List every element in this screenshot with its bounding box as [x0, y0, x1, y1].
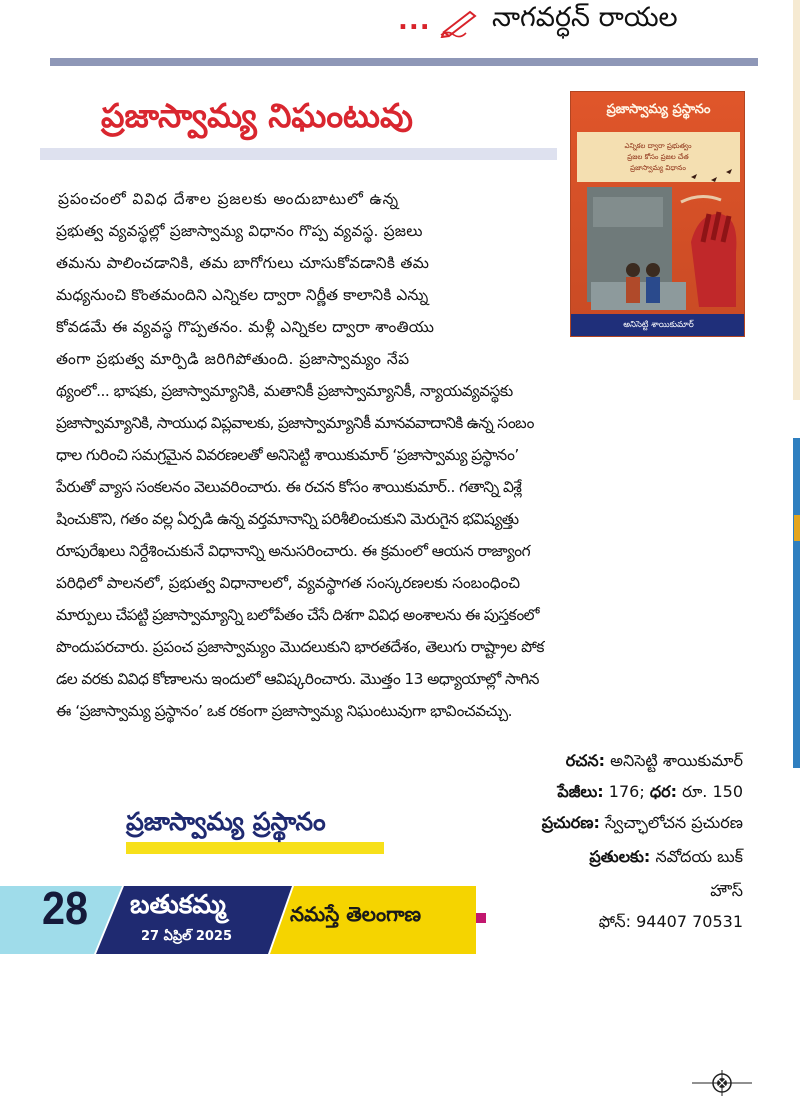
side-gold-marker [794, 515, 800, 541]
svg-text:ప్రజాస్వామ్య విధానం: ప్రజాస్వామ్య విధానం [630, 164, 686, 172]
credit-publisher [542, 813, 743, 836]
body-line-16: డల వరకు వివిధ కోణాలను ఇందులో ఆవిష్కరించారు. మొత్తం 13 అధ్యాయాల్లో సాగిన [56, 670, 539, 688]
credit-pages-label: పేజీలు: [557, 782, 604, 801]
headline-underline [40, 148, 557, 160]
credit-copies [589, 847, 743, 870]
credit-pages-price [557, 782, 743, 805]
body-line-6: తంగా ప్రభుత్వ మార్పిడి జరిగిపోతుంది. ప్రజాస్వామ్యం నేప [56, 350, 410, 368]
credit-copies-value-2: హౌస్ [710, 881, 743, 900]
body-line-11: షించుకొని, గతం వల్ల ఏర్పడి ఉన్న వర్తమానాన్ని పరిశీలించుకుని మెరుగైన భవిష్యత్తు [56, 510, 519, 528]
body-line-5: కోవడమే ఈ వ్యవస్థ గొప్పతనం. మళ్లీ ఎన్నికల ద్వారా శాంతియు [56, 318, 435, 336]
header-rule [50, 58, 758, 66]
svg-text:ప్రజల కోసం ప్రజల చేత: ప్రజల కోసం ప్రజల చేత [627, 153, 689, 161]
author-byline: నాగవర్ధన్ రాయల [492, 2, 678, 33]
newspaper-name: నమస్తే తెలంగాణ [290, 902, 422, 926]
credit-phone-value: 94407 70531 [636, 912, 743, 931]
body-line-8: ప్రజాస్వామ్యానికి, సాయుధ విప్లవాలకు, ప్రజాస్వామ్యానికీ మానవవాదానికి ఉన్న సంబం [56, 414, 534, 432]
byline-dots: ... [398, 6, 431, 36]
credit-copies-value-1: నవోదయ బుక్ [655, 847, 743, 866]
side-blue-strip [793, 438, 800, 768]
crop-target-icon [692, 1070, 752, 1096]
article-headline: ప్రజాస్వామ్య నిఘంటువు [101, 96, 413, 135]
credit-author-label: రచన: [565, 751, 606, 770]
cover-title: ప్రజాస్వామ్య ప్రస్థానం [606, 102, 711, 117]
pink-square-marker [476, 913, 486, 923]
credit-publisher-label: ప్రచురణ: [541, 813, 600, 832]
credit-price-label: ధర: [649, 782, 678, 801]
side-edge-strip [793, 0, 800, 400]
body-line-7: థ్యంలో... భాషకు, ప్రజాస్వామ్యానికి, మతానికీ ప్రజాస్వామ్యానికీ, న్యాయవ్యవస్థకు [56, 382, 513, 400]
issue-date: 27 ఏప్రిల్ 2025 [141, 929, 233, 944]
credit-phone-label: ఫోన్: [598, 912, 632, 931]
svg-text:ఎన్నికల ద్వారా ప్రభుత్వం: ఎన్నికల ద్వారా ప్రభుత్వం [624, 142, 692, 150]
body-line-4: మధ్యనుంచి కొంతమందిని ఎన్నికల ద్వారా నిర్ణీత కాలానికి ఎన్ను [56, 286, 429, 304]
cover-author: అనిసెట్టి శాయికుమార్ [623, 320, 694, 330]
body-line-13: పరిధిలో పాలనలో, ప్రభుత్వ విధానాలలో, వ్యవస్థాగత సంస్కరణలకు సంబంధించి [56, 574, 520, 592]
book-label-highlight [126, 842, 384, 854]
body-line-15: పొందుపరచారు. ప్రపంచ ప్రజాస్వామ్యం మొదలుకుని భారతదేశం, తెలుగు రాష్ట్రాల పోక [56, 638, 544, 656]
body-line-3: తమను పాలించడానికి, తమ బాగోగులు చూసుకోవడానికి తమ [56, 254, 430, 272]
credit-price-value: రూ. 150 [682, 782, 743, 801]
page-number: 28 [42, 882, 89, 934]
body-line-12: రూపురేఖలు నిర్దేశించుకునే విధానాన్ని అనుసరించారు. ఈ క్రమంలో ఆయన రాజ్యాంగ [56, 542, 531, 560]
body-line-17: ఈ ‘ప్రజాస్వామ్య ప్రస్థానం’ ఒక రకంగా ప్రజాస్వామ్య నిఘంటువుగా భావించవచ్చు. [56, 702, 513, 720]
book-cover-image [570, 91, 745, 337]
body-line-1: ప్రపంచంలో వివిధ దేశాల ప్రజలకు అందుబాటులో ఉన్న [58, 190, 399, 208]
credit-publisher-value: స్వేచ్ఛాలోచన ప్రచురణ [605, 813, 743, 832]
credit-copies-label: ప్రతులకు: [589, 847, 651, 866]
body-line-9: ధాల గురించి సమగ్రమైన వివరణలతో అనిసెట్టి శాయికుమార్ ‘ప్రజాస్వామ్య ప్రస్థానం’ [56, 446, 519, 464]
pen-writing-icon [440, 8, 480, 38]
book-name-label: ప్రజాస్వామ్య ప్రస్థానం [126, 807, 326, 836]
body-line-2: ప్రభుత్వ వ్యవస్థల్లో ప్రజాస్వామ్య విధానం గొప్ప వ్యవస్థ. ప్రజలు [56, 222, 423, 240]
credit-phone [599, 912, 743, 935]
magazine-name: బతుకమ్మ [130, 890, 226, 920]
credit-author [566, 751, 743, 774]
body-line-14: మార్పులు చేపట్టి ప్రజాస్వామ్యాన్ని బలోపేతం చేసే దిశగా వివిధ అంశాలను ఈ పుస్తకంలో [56, 606, 539, 624]
credit-author-value: అనిసెట్టి శాయికుమార్ [610, 751, 743, 770]
body-line-10: పేరుతో వ్యాస సంకలనం వెలువరించారు. ఈ రచన కోసం శాయికుమార్.. గతాన్ని విశ్లే [56, 478, 522, 496]
credit-pages-value: 176; [608, 782, 645, 801]
credit-copies-continued [710, 881, 743, 904]
byline [0, 0, 800, 58]
